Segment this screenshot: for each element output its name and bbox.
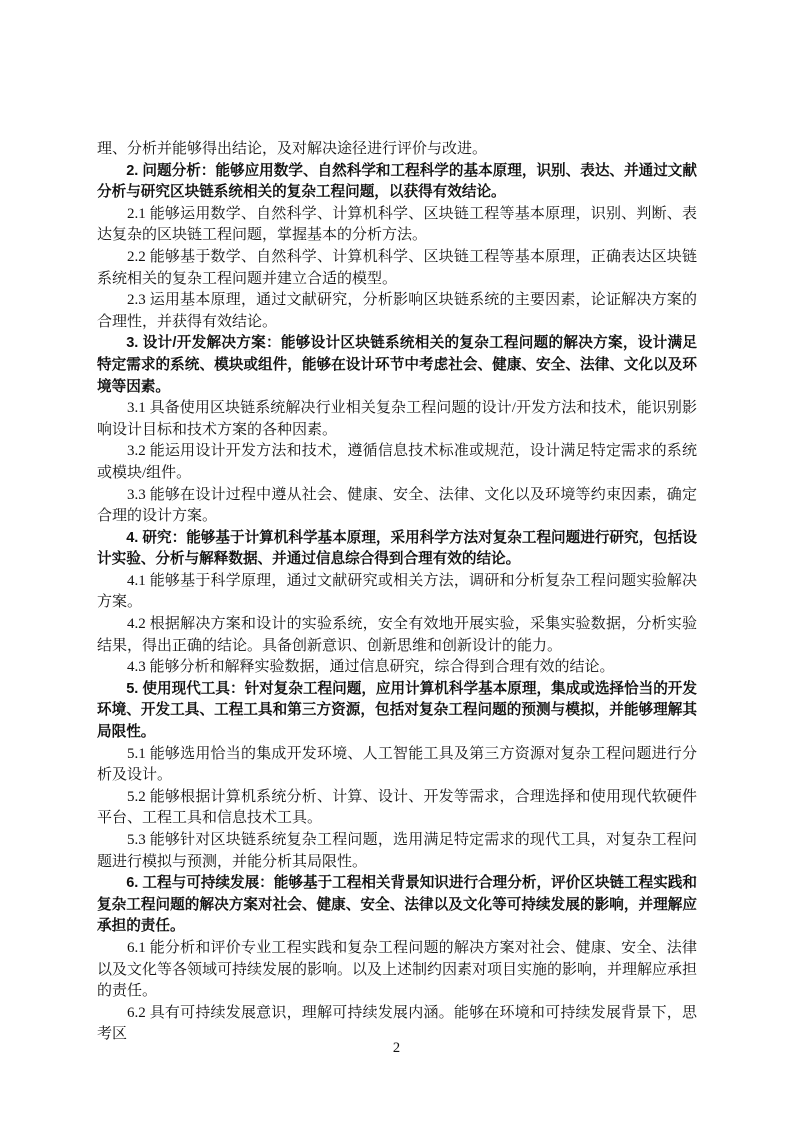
section-4-heading: 4. 研究：能够基于计算机科学基本原理，采用科学方法对复杂工程问题进行研究，包括设计实验、分析与解释数据、并通过信息综合得到合理有效的结论。 [97, 529, 697, 568]
item-3-1: 3.1 具备使用区块链系统解决行业相关复杂工程问题的设计/开发方法和技术，能识别影响设计目标和技术方案的各种因素。 [97, 400, 697, 438]
item-4-1: 4.1 能够基于科学原理，通过文献研究或相关方法，调研和分析复杂工程问题实验解决方案。 [97, 572, 697, 611]
document-body [97, 139, 697, 1046]
item-6-2: 6.2 具有可持续发展意识，理解可持续发展内涵。能够在环境和可持续发展背景下，思考区 [97, 1004, 697, 1043]
item-5-3: 5.3 能够针对区块链系统复杂工程问题，选用满足特定需求的现代工具，对复杂工程问题进行模拟与预测，并能分析其局限性。 [97, 832, 697, 870]
item-6-1: 6.1 能分析和评价专业工程实践和复杂工程问题的解决方案对社会、健康、安全、法律以及文化等各领域可持续发展的影响。以及上述制约因素对项目实施的影响，并理解应承担的责任。 [97, 939, 698, 1000]
continuation-paragraph: 理、分析并能够得出结论，及对解决途径进行评价与改进。 [97, 141, 488, 157]
section-5-heading: 5. 使用现代工具：针对复杂工程问题，应用计算机科学基本原理，集成或选择恰当的开发环境、开发工具、工程工具和第三方资源，包括对复杂工程问题的预测与模拟，并能够理解其局限性。 [97, 680, 697, 741]
item-2-1: 2.1 能够运用数学、自然科学、计算机科学、区块链工程等基本原理，识别、判断、表达复杂的区块链工程问题，掌握基本的分析方法。 [97, 205, 697, 244]
section-6-heading: 6. 工程与可持续发展：能够基于工程相关背景知识进行合理分析，评价区块链工程实践和复杂工程问题的解决方案对社会、健康、安全、法律以及文化等可持续发展的影响，并理解应承担的责任。 [97, 875, 697, 935]
item-4-3: 4.3 能够分析和解释实验数据，通过信息研究，综合得到合理有效的结论。 [127, 659, 615, 676]
item-4-2: 4.2 根据解决方案和设计的实验系统，安全有效地开展实验，采集实验数据，分析实验结果，得出正确的结论。具备创新意识、创新思维和创新设计的能力。 [97, 616, 697, 654]
item-2-2: 2.2 能够基于数学、自然科学、计算机科学、区块链工程等基本原理，正确表达区块链系统相关的复杂工程问题并建立合适的模型。 [97, 248, 697, 287]
section-3-heading: 3. 设计/开发解决方案：能够设计区块链系统相关的复杂工程问题的解决方案，设计满足特定需求的系统、模块或组件，能够在设计环节中考虑社会、健康、安全、法律、文化以及环境等因素。 [97, 335, 697, 395]
section-2-heading: 2. 问题分析：能够应用数学、自然科学和工程科学的基本原理，识别、表达、并通过文献分析与研究区块链系统相关的复杂工程问题，以获得有效结论。 [97, 162, 697, 201]
item-5-1: 5.1 能够选用恰当的集成开发环境、人工智能工具及第三方资源对复杂工程问题进行分析及设计。 [97, 745, 697, 784]
page-number: 2 [392, 1040, 401, 1056]
page-footer [0, 1040, 793, 1057]
item-5-2: 5.2 能够根据计算机系统分析、计算、设计、开发等需求，合理选择和使用现代软硬件平台、工程工具和信息技术工具。 [97, 788, 697, 827]
item-3-2: 3.2 能运用设计开发方法和技术，遵循信息技术标准或规范，设计满足特定需求的系统或模块/组件。 [97, 443, 697, 481]
item-3-3: 3.3 能够在设计过程中遵从社会、健康、安全、法律、文化以及环境等约束因素，确定合理的设计方案。 [97, 486, 697, 525]
item-2-3: 2.3 运用基本原理，通过文献研究，分析影响区块链系统的主要因素，论证解决方案的合理性，并获得有效结论。 [97, 292, 697, 330]
